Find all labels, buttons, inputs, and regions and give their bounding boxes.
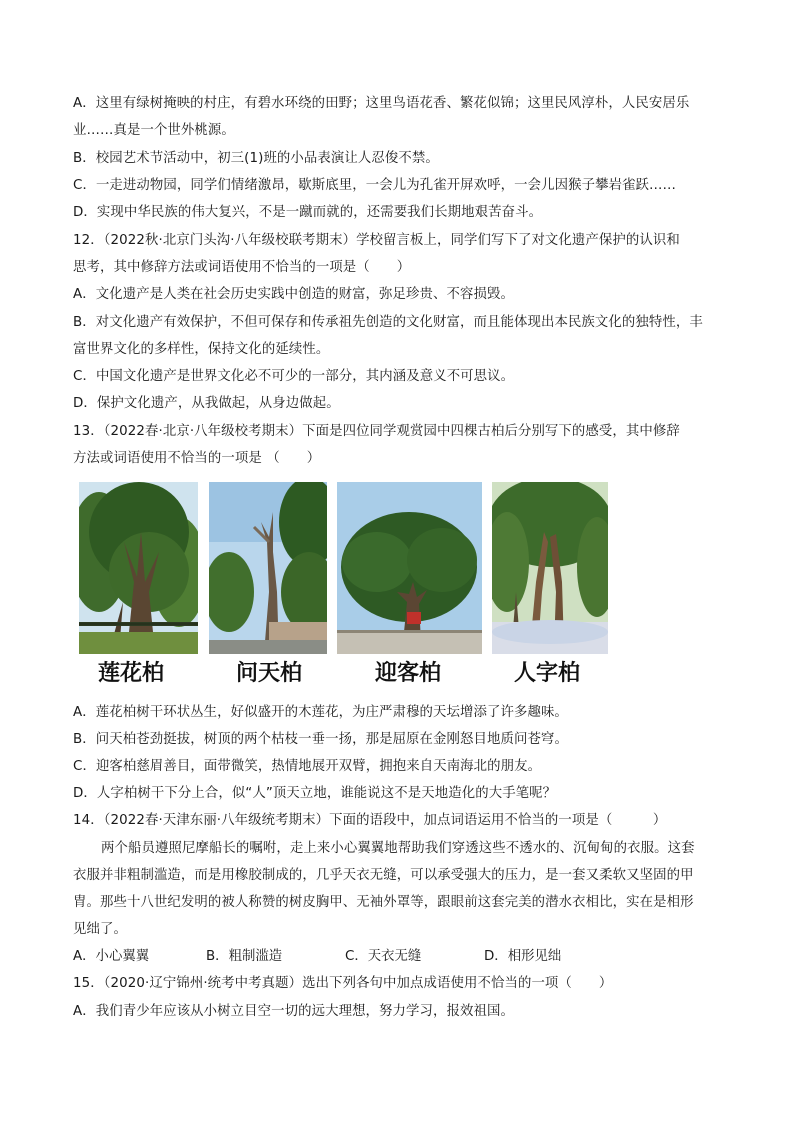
q14-option-a: A．小心翼翼 [73,949,150,964]
q11-option-a-line1: A．这里有绿树掩映的村庄，有碧水环绕的田野；这里鸟语花香、繁花似锦；这里民风淳朴，人民安居乐 [73,96,690,111]
q14-passage-line2: 衣服并非粗制滥造，而是用橡胶制成的，几乎天衣无缝，可以承受强大的压力，是一套又柔软又坚固的甲 [73,868,694,883]
q11-option-c: C．一走进动物园，同学们情绪激昂，歇斯底里，一会儿为孔雀开屏欢呼，一会儿因猴子攀岩雀跃…… [73,178,677,193]
q12-option-c: C．中国文化遗产是世界文化必不可少的一部分，其内涵及意义不可思议。 [73,369,515,384]
q13-option-c: C．迎客柏慈眉善目，面带微笑，热情地展开双臂，拥抱来自天南海北的朋友。 [73,759,542,774]
q14-option-c: C．天衣无缝 [345,949,422,964]
q12-option-b-line1: B．对文化遗产有效保护，不但可保存和传承祖先创造的文化财富，而且能体现出本民族文化的独特性，丰 [73,315,703,330]
q15-option-a: A．我们青少年应该从小树立目空一切的远大理想，努力学习，报效祖国。 [73,1004,514,1019]
q12-option-a: A．文化遗产是人类在社会历史实践中创造的财富，弥足珍贵、不容损毁。 [73,287,514,302]
q13-option-a: A．莲花柏树干环状丛生，好似盛开的木莲花，为庄严肃穆的天坛增添了许多趣味。 [73,705,568,720]
q12-option-d: D．保护文化遗产，从我做起，从身边做起。 [73,396,340,411]
asking-heaven-cypress-photo [209,482,327,654]
lotus-cypress-caption: 莲花柏 [97,661,164,686]
welcoming-cypress-photo [337,482,482,654]
q14-passage-line1: 两个船员遵照尼摩船长的嘱咐，走上来小心翼翼地帮助我们穿透这些不透水的、沉甸甸的衣服。这套 [101,841,695,856]
asking-heaven-cypress-caption: 问天柏 [235,661,302,686]
q11-option-d: D．实现中华民族的伟大复兴，不是一蹴而就的，还需要我们长期地艰苦奋斗。 [73,205,543,220]
q13-stem-line2: 方法或词语使用不恰当的一项是 （ ） [73,451,321,466]
welcoming-cypress-caption: 迎客柏 [374,661,441,686]
q13-option-d: D．人字柏树干下分上合，似“人”顶天立地，谁能说这不是天地造化的大手笔呢？ [73,786,557,801]
q13-option-b: B．问天柏苍劲挺拔，树顶的两个枯枝一垂一扬，那是屈原在金刚怒目地质问苍穹。 [73,732,568,747]
q15-stem: 15．（2020·辽宁锦州·统考中考真题）选出下列各句中加点成语使用不恰当的一项（ ） [73,976,613,991]
q11-option-b: B．校园艺术节活动中，初三(1)班的小品表演让人忍俊不禁。 [73,151,439,166]
q11-option-a-line2: 业……真是一个世外桃源。 [73,123,235,138]
q13-stem-line1: 13．（2022春·北京·八年级校考期末）下面是四位同学观赏园中四棵古柏后分别写下的感受，其中修辞 [73,424,680,439]
q12-stem-line1: 12．（2022秋·北京门头沟·八年级校联考期末）学校留言板上，同学们写下了对文化遗产保护的认识和 [73,233,680,248]
q14-option-b: B．粗制滥造 [206,949,283,964]
herringbone-cypress-caption: 人字柏 [513,661,580,686]
q14-stem: 14．（2022春·天津东丽·八年级统考期末）下面的语段中，加点词语运用不恰当的一项是（ ） [73,813,667,828]
q12-option-b-line2: 富世界文化的多样性，保持文化的延续性。 [73,342,330,357]
q12-stem-line2: 思考，其中修辞方法或词语使用不恰当的一项是（ ） [73,260,411,275]
lotus-cypress-photo [79,482,198,654]
herringbone-cypress-photo [492,482,608,654]
q14-passage-line3: 胄。那些十八世纪发明的被人称赞的树皮胸甲、无袖外罩等，跟眼前这套完美的潜水衣相比，实在是相形 [73,895,694,910]
q14-option-d: D．相形见绌 [484,949,562,964]
q14-passage-line4: 见绌了。 [73,922,127,937]
